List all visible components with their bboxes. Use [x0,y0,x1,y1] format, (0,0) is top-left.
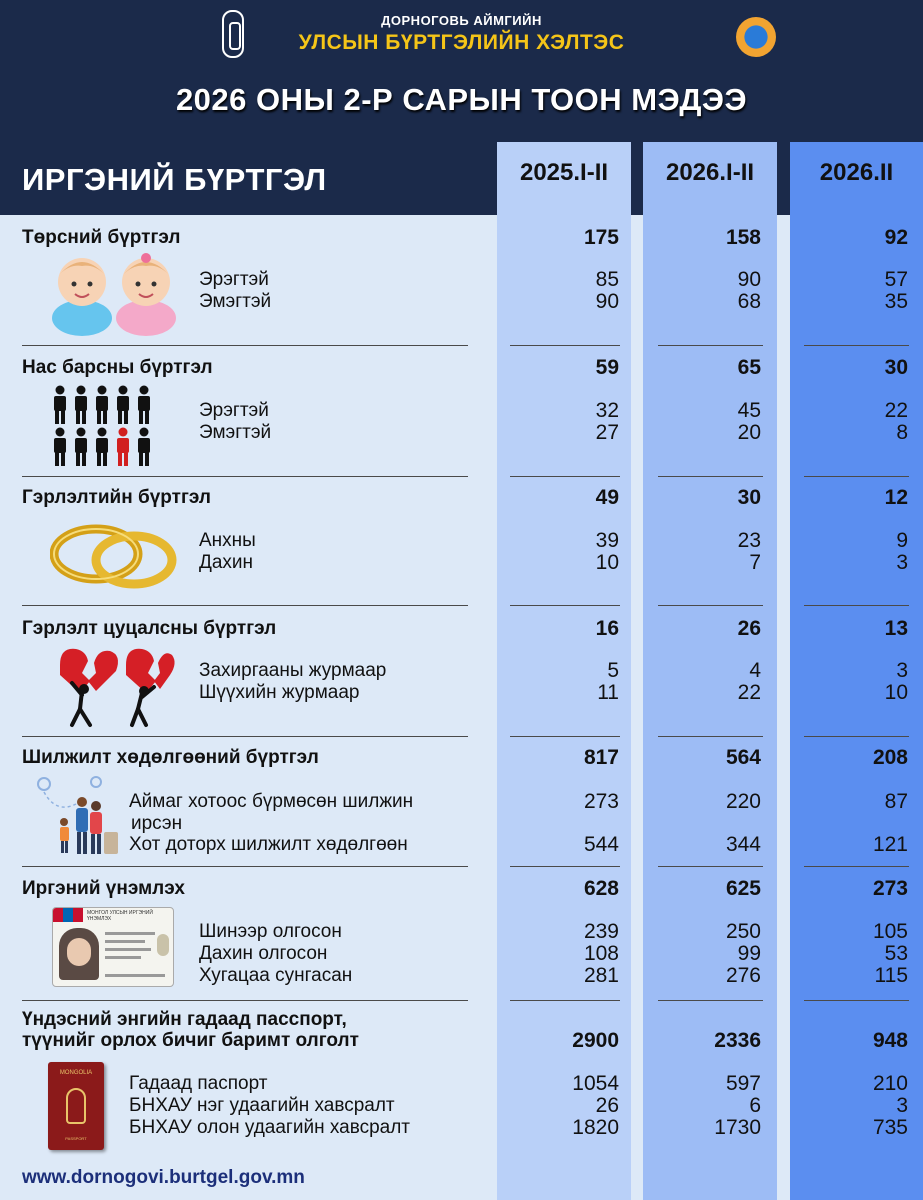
total-value: 65 [737,356,761,379]
cell-value: 276 [725,964,761,987]
section-divider [22,605,468,606]
passport-cover-text: MONGOLIA [59,1070,93,1076]
total-value: 2900 [572,1029,619,1052]
cell-value: 273 [583,790,619,813]
row-label: Хот доторх шилжилт хөдөлгөөн [129,834,408,855]
section-divider [22,866,468,867]
cell-value: 10 [595,551,619,574]
category-id-card: Иргэний үнэмлэх [22,878,186,899]
cell-value: 10 [884,681,908,704]
cell-value: 3 [896,1094,908,1117]
row-label: Эрэгтэй [199,269,269,290]
report-title: 2026 ОНЫ 2-Р САРЫН ТООН МЭДЭЭ [175,82,748,117]
column-header-2026-I-II: 2026.I-II [643,142,777,204]
category-divorces: Гэрлэлт цуцалсны бүртгэл [22,618,277,639]
people-icon [50,385,160,467]
cell-value: 108 [583,942,619,965]
cell-value: 105 [872,920,908,943]
passport-bottom-text: PASSPORT [65,1136,87,1141]
category-passport: Үндэсний энгийн гадаад пасспорт, [22,1009,347,1030]
cell-value: 8 [896,421,908,444]
total-value: 2336 [714,1029,761,1052]
cell-value: 115 [874,964,908,987]
cell-value: 99 [737,942,761,965]
cell-value: 3 [896,659,908,682]
cell-value: 3 [896,551,908,574]
column-divider [804,866,909,867]
id-card-icon [52,907,174,987]
row-label: Гадаад паспорт [129,1073,268,1094]
row-label: Шүүхийн журмаар [199,682,360,703]
cell-value: 27 [595,421,619,444]
column-divider [510,605,620,606]
broken-heart-icon [52,645,178,729]
total-value: 30 [884,356,908,379]
column-divider [510,866,620,867]
cell-value: 239 [583,920,619,943]
column-divider [658,866,763,867]
cell-value: 1820 [572,1116,619,1139]
cell-value: 121 [872,833,908,856]
total-value: 49 [595,486,619,509]
cell-value: 597 [725,1072,761,1095]
row-label: Анхны [199,530,256,551]
cell-value: 57 [884,268,908,291]
cell-value: 22 [884,399,908,422]
total-value: 59 [595,356,619,379]
cell-value: 281 [583,964,619,987]
total-value: 208 [872,746,908,769]
total-value: 30 [737,486,761,509]
column-divider [804,736,909,737]
column-divider [804,1000,909,1001]
section-divider [22,345,468,346]
cell-value: 85 [595,268,619,291]
cell-value: 87 [884,790,908,813]
column-divider [510,345,620,346]
column-divider [510,1000,620,1001]
cell-value: 32 [595,399,619,422]
babies-icon [48,252,180,338]
column-divider [804,476,909,477]
id-card-title: МОНГОЛ УЛСЫН ИРГЭНИЙ ҮНЭМЛЭХ [87,910,153,922]
column-divider [658,605,763,606]
column-divider [658,736,763,737]
passport-icon [48,1062,104,1150]
total-value: 12 [884,486,908,509]
row-label: Дахин [199,552,254,573]
wedding-rings-icon [50,518,178,592]
cell-value: 53 [884,942,908,965]
column-divider [510,476,620,477]
category-marriages: Гэрлэлтийн бүртгэл [22,487,211,508]
total-value: 948 [872,1029,908,1052]
column-header-2026-II: 2026.II [790,142,923,204]
total-value: 13 [884,617,908,640]
row-label: БНХАУ нэг удаагийн хавсралт [129,1095,395,1116]
row-label-continued: ирсэн [131,813,183,834]
cell-value: 7 [749,551,761,574]
cell-value: 6 [749,1094,761,1117]
category-migration: Шилжилт хөдөлгөөний бүртгэл [22,747,319,768]
row-label: Эмэгтэй [199,291,272,312]
section-title: ИРГЭНИЙ БҮРТГЭЛ [22,162,327,197]
cell-value: 26 [595,1094,619,1117]
total-value: 273 [872,877,908,900]
category-passport-line2: түүнийг орлох бичиг баримт олголт [22,1030,359,1051]
cell-value: 344 [725,833,761,856]
cell-value: 23 [737,529,761,552]
row-label: Эрэгтэй [199,400,269,421]
total-value: 175 [583,226,619,249]
cell-value: 220 [725,790,761,813]
org-name-line2: УЛСЫН БҮРТГЭЛИЙН ХЭЛТЭС [298,31,625,54]
cell-value: 544 [583,833,619,856]
cell-value: 1730 [714,1116,761,1139]
row-label: Шинээр олгосон [199,921,342,942]
cell-value: 90 [737,268,761,291]
category-deaths: Нас барсны бүртгэл [22,357,213,378]
cell-value: 5 [607,659,619,682]
total-value: 564 [725,746,761,769]
cell-value: 4 [749,659,761,682]
org-name-line1: ДОРНОГОВЬ АЙМГИЙН [381,13,542,28]
total-value: 817 [583,746,619,769]
total-value: 16 [595,617,619,640]
total-value: 158 [725,226,761,249]
column-divider [658,345,763,346]
category-births: Төрсний бүртгэл [22,227,181,248]
cell-value: 11 [597,681,619,704]
total-value: 628 [583,877,619,900]
column-divider [804,605,909,606]
cell-value: 22 [737,681,761,704]
cell-value: 20 [737,421,761,444]
cell-value: 39 [595,529,619,552]
cell-value: 90 [595,290,619,313]
row-label: Эмэгтэй [199,422,272,443]
row-label: БНХАУ олон удаагийн хавсралт [129,1117,411,1138]
cell-value: 210 [872,1072,908,1095]
cell-value: 68 [737,290,761,313]
column-divider [658,1000,763,1001]
cell-value: 1054 [572,1072,619,1095]
cell-value: 250 [725,920,761,943]
column-divider [804,345,909,346]
family-travel-icon [36,774,122,860]
cell-value: 45 [737,399,761,422]
row-label: Захиргааны журмаар [199,660,387,681]
column-header-2025-I-II: 2025.I-II [497,142,631,204]
cell-value: 735 [872,1116,908,1139]
total-value: 26 [737,617,761,640]
total-value: 625 [725,877,761,900]
section-divider [22,1000,468,1001]
row-label: Аймаг хотоос бүрмөсөн шилжин [129,791,414,812]
cell-value: 35 [884,290,908,313]
row-label: Хугацаа сунгасан [199,965,353,986]
column-divider [510,736,620,737]
column-divider [658,476,763,477]
cell-value: 9 [896,529,908,552]
section-divider [22,476,468,477]
section-divider [22,736,468,737]
row-label: Дахин олгосон [199,943,328,964]
total-value: 92 [884,226,908,249]
footer-website-link[interactable]: www.dornogovi.burtgel.gov.mn [22,1167,305,1188]
